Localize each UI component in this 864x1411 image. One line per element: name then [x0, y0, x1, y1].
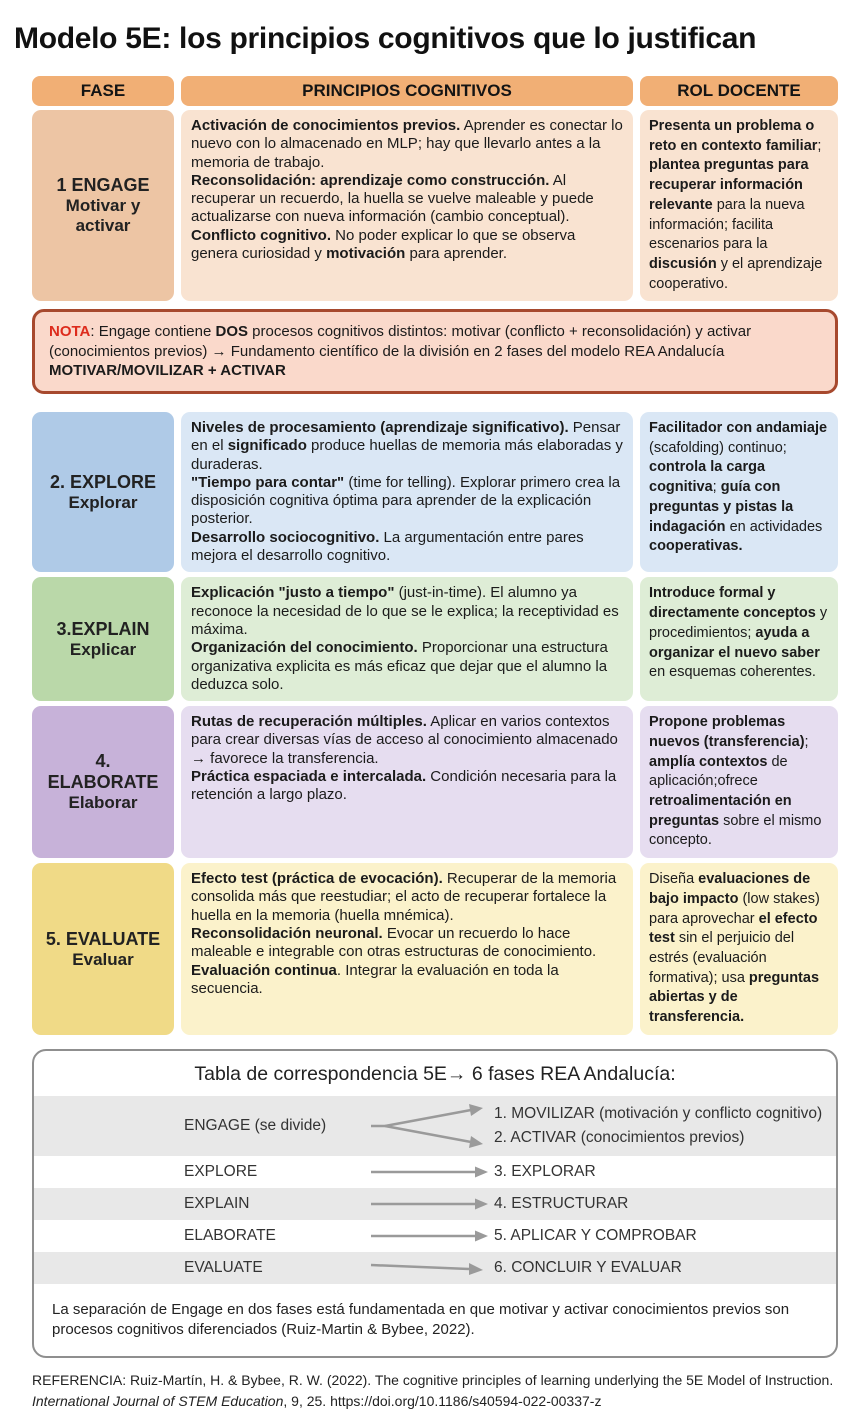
infographic-page: [0, 22, 864, 1409]
mapping-row-elaborate: [34, 1220, 836, 1252]
page-title: Modelo 5E: los principios cognitivos que lo justifican: [14, 22, 757, 55]
role-cell-engage: Presenta un problema o reto en contexto familiar; plantea preguntas para recuperar información relevante para la nueva información; facilita escenarios para la discusión y el aprendizaje cooperativo.: [640, 110, 838, 301]
mapping-target: 2. ACTIVAR (conocimientos previos): [494, 1128, 745, 1146]
table-row-explore: [32, 412, 838, 572]
main-table: [32, 76, 838, 1358]
mapping-row-engage: [34, 1096, 836, 1156]
phase-cell-evaluate: [32, 863, 174, 1035]
correspondence-title: Tabla de correspondencia 5E→ 6 fases REA Andalucía:: [194, 1062, 676, 1085]
phase-cell-explore: [32, 412, 174, 572]
phase-name: 5. EVALUATE: [45, 928, 161, 949]
table-header-row: [32, 76, 838, 106]
table-row-explain: [32, 577, 838, 701]
phase-subtitle: Explorar: [68, 492, 138, 512]
mapping-source: EXPLORE: [184, 1162, 258, 1180]
mapping-target: 3. EXPLORAR: [494, 1162, 596, 1180]
mapping-target: 6. CONCLUIR Y EVALUAR: [494, 1258, 682, 1276]
phase-subtitle: Evaluar: [72, 949, 134, 969]
mapping-targets: [494, 1102, 822, 1150]
right-arrow-icon: [369, 1229, 494, 1243]
header-rol-docente: ROL DOCENTE: [640, 76, 838, 106]
phase-subtitle: Explicar: [69, 639, 137, 659]
principles-cell-explain: Explicación "justo a tiempo" (just-in-time). El alumno ya reconoce la necesidad de lo que se le explica; la receptividad es máxima. Organización del conocimiento. Proporcionar una estructura organizativa explicita es más eficaz que dejar que el alumno la deduzca solo.: [181, 577, 633, 701]
fork-arrow-icon: [369, 1101, 494, 1151]
mapping-source: EVALUATE: [184, 1258, 263, 1276]
phase-subtitle: Motivar y activar: [65, 196, 141, 236]
table-row-elaborate: [32, 706, 838, 858]
mapping-row-explore: [34, 1156, 836, 1188]
phase-cell-engage: [32, 110, 174, 301]
phase-subtitle: Elaborar: [68, 793, 138, 813]
principles-cell-evaluate: Efecto test (práctica de evocación). Recuperar de la memoria consolida más que reestudiar; el acto de recuperar fortalece la huella en la memoria (huella mnémica). Reconsolidación neuronal. Evocar un recuerdo lo hace maleable e integrable con otras estructuras de conocimiento. Evaluación continua. Integrar la evaluación en toda la secuencia.: [181, 863, 633, 1035]
phase-name: 4. ELABORATE: [47, 751, 159, 793]
mapping-source: EXPLAIN: [184, 1194, 250, 1212]
phase-cell-explain: [32, 577, 174, 701]
phase-name: 1 ENGAGE: [56, 175, 150, 196]
nota-callout: NOTA: Engage contiene DOS procesos cognitivos distintos: motivar (conflicto + reconsolidación) y activar (conocimientos previos) → Fundamento científico de la división en 2 fases del modelo REA Andalucía MOTIVAR/MOVILIZAR + ACTIVAR: [32, 309, 838, 394]
role-cell-explain: Introduce formal y directamente conceptos y procedimientos; ayuda a organizar el nuevo saber en esquemas coherentes.: [640, 577, 838, 701]
mapping-target: 5. APLICAR Y COMPROBAR: [494, 1226, 697, 1244]
phase-name: 3.EXPLAIN: [56, 618, 150, 639]
role-cell-evaluate: Diseña evaluaciones de bajo impacto (low stakes) para aprovechar el efecto test sin el perjuicio del estrés (evaluación formativa); usa preguntas abiertas y de transferencia.: [640, 863, 838, 1035]
principles-cell-explore: Niveles de procesamiento (aprendizaje significativo). Pensar en el significado produce huellas de memoria más elaboradas y duraderas. "Tiempo para contar" (time for telling). Explorar primero crea la disposición cognitiva óptima para aprender de la explicación posterior. Desarrollo sociocognitivo. La argumentación entre pares mejora el desarrollo cognitivo.: [181, 412, 633, 572]
correspondence-box: [32, 1049, 838, 1359]
mapping-row-evaluate: [34, 1252, 836, 1284]
mapping-row-explain: [34, 1188, 836, 1220]
role-cell-elaborate: Propone problemas nuevos (transferencia); amplía contextos de aplicación;ofrece retroalimentación en preguntas sobre el mismo concepto.: [640, 706, 838, 858]
table-row-evaluate: [32, 863, 838, 1035]
mapping-source: ELABORATE: [184, 1226, 276, 1244]
reference-text: REFERENCIA: Ruiz-Martín, H. & Bybee, R. W. (2022). The cognitive principles of learning underlying the 5E Model of Instruction. International Journal of STEM Education, 9, 25. https://doi.org/10.1186/s40594-022-00337-z: [32, 1372, 834, 1409]
table-row-engage: [32, 110, 838, 301]
phase-cell-elaborate: [32, 706, 174, 858]
mapping-source: ENGAGE (se divide): [184, 1116, 327, 1134]
right-arrow-icon: [369, 1197, 494, 1211]
correspondence-footnote: La separación de Engage en dos fases está fundamentada en que motivar y activar conocimientos previos son procesos cognitivos diferenciados (Ruiz-Martin & Bybee, 2022).: [52, 1300, 790, 1339]
right-arrow-icon: [369, 1259, 494, 1277]
header-principios: PRINCIPIOS COGNITIVOS: [181, 76, 633, 106]
header-fase: FASE: [32, 76, 174, 106]
right-arrow-icon: [369, 1165, 494, 1179]
mapping-target: 1. MOVILIZAR (motivación y conflicto cognitivo): [494, 1104, 823, 1122]
principles-cell-engage: Activación de conocimientos previos. Aprender es conectar lo nuevo con lo almacenado en MLP; hay que llevarlo antes a la memoria de trabajo. Reconsolidación: aprendizaje como construcción. Al recuperar un recuerdo, la huella se vuelve maleable y puede actualizarse con nueva información (cambio conceptual). Conflicto cognitivo. No poder explicar lo que se observa genera curiosidad y motivación para aprender.: [181, 110, 633, 301]
principles-cell-elaborate: Rutas de recuperación múltiples. Aplicar en varios contextos para crear diversas vías de acceso al conocimiento almacenado → favorece la transferencia. Práctica espaciada e intercalada. Condición necesaria para la retención a largo plazo.: [181, 706, 633, 858]
phase-name: 2. EXPLORE: [49, 471, 157, 492]
role-cell-explore: Facilitador con andamiaje (scafolding) continuo; controla la carga cognitiva; guía con preguntas y pistas la indagación en actividades cooperativas.: [640, 412, 838, 572]
mapping-target: 4. ESTRUCTURAR: [494, 1194, 629, 1212]
